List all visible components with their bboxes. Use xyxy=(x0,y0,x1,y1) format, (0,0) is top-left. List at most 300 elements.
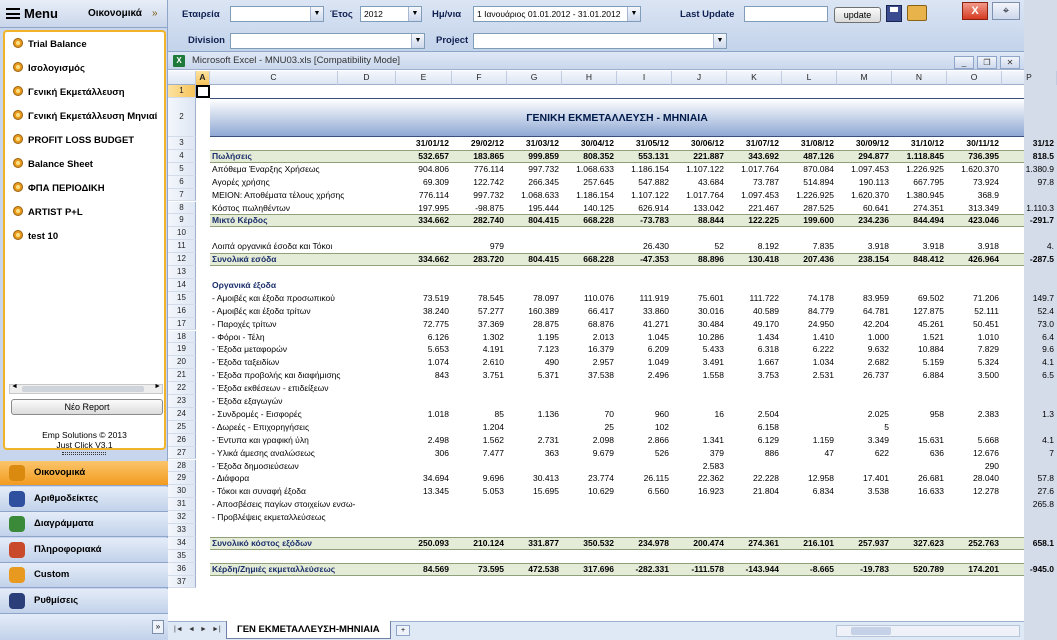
value-cell[interactable]: 1.380.9 xyxy=(1025,163,1054,174)
row-header[interactable]: 14 xyxy=(168,279,196,292)
value-cell[interactable]: 22.228 xyxy=(753,473,779,484)
value-cell[interactable]: 74.178 xyxy=(808,292,834,303)
value-cell[interactable]: 999.859 xyxy=(528,150,559,161)
column-header[interactable]: N xyxy=(892,71,947,85)
report-item[interactable] xyxy=(13,182,105,198)
row-header[interactable]: 31 xyxy=(168,498,196,511)
value-cell[interactable]: 57.277 xyxy=(478,305,504,316)
value-cell[interactable]: 207.436 xyxy=(803,254,834,265)
column-header[interactable]: J xyxy=(672,71,727,85)
value-cell[interactable]: 5.433 xyxy=(702,344,724,355)
column-header[interactable]: D xyxy=(338,71,396,85)
row-header[interactable]: 3 xyxy=(168,137,196,150)
value-cell[interactable]: 238.154 xyxy=(858,254,889,265)
value-cell[interactable]: 1.434 xyxy=(757,331,779,342)
value-cell[interactable]: 210.124 xyxy=(473,537,504,548)
value-cell[interactable]: 1.195 xyxy=(537,331,559,342)
value-cell[interactable] xyxy=(782,460,837,473)
sheet-tab[interactable]: ΓΕΝ ΕΚΜΕΤΑΛΛΕΥΣΗ-ΜΗΝΙΑΙΑ xyxy=(226,621,391,639)
value-cell[interactable]: 2.682 xyxy=(867,357,889,368)
value-cell[interactable]: 7.829 xyxy=(977,344,999,355)
value-cell[interactable]: 904.806 xyxy=(418,163,449,174)
value-cell[interactable]: 997.732 xyxy=(473,189,504,200)
value-cell[interactable]: -73.783 xyxy=(640,215,669,226)
value-cell[interactable]: 1.068.633 xyxy=(576,163,614,174)
value-cell[interactable]: 110.076 xyxy=(583,292,614,303)
value-cell[interactable]: 547.882 xyxy=(638,176,669,187)
value-cell[interactable]: 1.110.3 xyxy=(1026,202,1054,213)
value-cell[interactable]: 10.286 xyxy=(698,331,724,342)
value-cell[interactable]: 3.500 xyxy=(977,370,999,381)
value-cell[interactable] xyxy=(727,460,782,473)
value-cell[interactable]: 1.136 xyxy=(537,408,559,419)
splitter-grip[interactable] xyxy=(62,452,106,455)
value-cell[interactable] xyxy=(672,498,727,511)
value-cell[interactable]: 26.681 xyxy=(918,473,944,484)
value-cell[interactable]: 1.107.122 xyxy=(686,163,724,174)
value-cell[interactable] xyxy=(617,460,672,473)
value-cell[interactable]: 776.114 xyxy=(473,163,504,174)
value-cell[interactable]: 7.835 xyxy=(812,241,834,252)
value-cell[interactable]: 252.763 xyxy=(968,537,999,548)
value-cell[interactable]: 1.380.945 xyxy=(906,189,944,200)
value-cell[interactable]: 250.093 xyxy=(418,537,449,548)
value-cell[interactable]: 1.049 xyxy=(647,357,669,368)
horizontal-scrollbar[interactable] xyxy=(836,625,1020,637)
value-cell[interactable]: 514.894 xyxy=(803,176,834,187)
value-cell[interactable]: 10.884 xyxy=(918,344,944,355)
value-cell[interactable] xyxy=(727,498,782,511)
row-header[interactable]: 23 xyxy=(168,395,196,408)
report-item[interactable] xyxy=(13,86,125,102)
value-cell[interactable]: 73.0 xyxy=(1037,318,1054,329)
row-header[interactable]: 26 xyxy=(168,434,196,447)
value-cell[interactable]: 16.923 xyxy=(698,486,724,497)
row-header[interactable]: 1 xyxy=(168,85,196,98)
value-cell[interactable]: 7.123 xyxy=(537,344,559,355)
scroll-thumb[interactable] xyxy=(851,627,891,635)
collapse-icon[interactable]: » xyxy=(152,8,158,19)
value-cell[interactable]: 1.159 xyxy=(812,434,834,445)
value-cell[interactable]: 532.657 xyxy=(418,150,449,161)
value-cell[interactable]: 668.228 xyxy=(583,254,614,265)
row-header[interactable]: 10 xyxy=(168,227,196,240)
row-header[interactable]: 5 xyxy=(168,163,196,176)
value-cell[interactable]: 5.371 xyxy=(537,370,559,381)
value-cell[interactable]: 190.113 xyxy=(858,176,889,187)
value-cell[interactable]: 68.876 xyxy=(588,318,614,329)
value-cell[interactable] xyxy=(1002,421,1057,434)
value-cell[interactable]: 43.684 xyxy=(698,176,724,187)
row-header[interactable]: 15 xyxy=(168,292,196,305)
value-cell[interactable] xyxy=(782,421,837,434)
value-cell[interactable]: 30.413 xyxy=(533,473,559,484)
value-cell[interactable]: 64.781 xyxy=(863,305,889,316)
value-cell[interactable]: 4.1 xyxy=(1042,357,1054,368)
value-cell[interactable]: 1.620.370 xyxy=(851,189,889,200)
date-range-select[interactable]: 1 Ιανουάριος 01.01.2012 - 31.01.2012 ▼ xyxy=(473,6,641,22)
nav-item[interactable] xyxy=(0,487,168,512)
row-header[interactable]: 16 xyxy=(168,305,196,318)
value-cell[interactable]: 520.789 xyxy=(913,563,944,574)
value-cell[interactable]: 6.129 xyxy=(757,434,779,445)
company-select[interactable] xyxy=(230,6,324,22)
row-header[interactable]: 28 xyxy=(168,460,196,473)
value-cell[interactable]: 1.017.764 xyxy=(686,189,724,200)
value-cell[interactable]: 6.318 xyxy=(757,344,779,355)
value-cell[interactable]: 52 xyxy=(714,241,724,252)
value-cell[interactable]: 221.467 xyxy=(748,202,779,213)
expand-icon[interactable]: » xyxy=(152,620,164,634)
menu-icon[interactable] xyxy=(6,8,20,19)
value-cell[interactable] xyxy=(837,460,892,473)
value-cell[interactable] xyxy=(1002,189,1057,202)
value-cell[interactable]: 1.097.453 xyxy=(741,189,779,200)
value-cell[interactable] xyxy=(562,240,617,253)
value-cell[interactable] xyxy=(507,498,562,511)
new-report-button[interactable]: Νέο Report xyxy=(11,399,163,415)
value-cell[interactable]: 6.126 xyxy=(427,331,449,342)
last-sheet-icon[interactable]: ►| xyxy=(212,626,221,633)
value-cell[interactable]: 52.111 xyxy=(974,305,999,316)
nav-item[interactable] xyxy=(0,461,168,486)
row-header[interactable]: 24 xyxy=(168,408,196,421)
report-item[interactable] xyxy=(13,230,58,246)
value-cell[interactable]: 15.631 xyxy=(918,434,944,445)
value-cell[interactable]: 140.125 xyxy=(583,202,614,213)
value-cell[interactable]: 363 xyxy=(544,447,559,458)
value-cell[interactable] xyxy=(396,460,452,473)
value-cell[interactable]: 1.118.845 xyxy=(906,150,944,161)
value-cell[interactable]: 343.692 xyxy=(748,150,779,161)
value-cell[interactable]: 1.226.925 xyxy=(906,163,944,174)
value-cell[interactable]: 3.751 xyxy=(482,370,504,381)
value-cell[interactable]: 3.753 xyxy=(757,370,779,381)
value-cell[interactable]: 5.653 xyxy=(427,344,449,355)
value-cell[interactable]: 37.369 xyxy=(478,318,504,329)
report-item[interactable] xyxy=(13,110,157,126)
value-cell[interactable] xyxy=(562,498,617,511)
next-sheet-icon[interactable]: ► xyxy=(200,626,207,633)
nav-item[interactable] xyxy=(0,563,168,588)
value-cell[interactable]: -98.875 xyxy=(475,202,504,213)
value-cell[interactable]: 199.600 xyxy=(803,215,834,226)
row-header[interactable]: 22 xyxy=(168,382,196,395)
restore-icon[interactable]: ❐ xyxy=(977,56,997,69)
insert-sheet-icon[interactable]: + xyxy=(396,625,410,636)
value-cell[interactable]: 294.877 xyxy=(858,150,889,161)
value-cell[interactable] xyxy=(837,498,892,511)
value-cell[interactable]: 160.389 xyxy=(528,305,559,316)
active-cell[interactable] xyxy=(196,85,210,98)
value-cell[interactable]: 886 xyxy=(764,447,779,458)
save-icon[interactable] xyxy=(886,5,902,22)
row-header[interactable]: 30 xyxy=(168,485,196,498)
year-select[interactable]: 2012 ▼ xyxy=(360,6,422,22)
value-cell[interactable]: 1.000 xyxy=(867,331,889,342)
value-cell[interactable]: 122.225 xyxy=(748,215,779,226)
value-cell[interactable]: 283.720 xyxy=(473,254,504,265)
value-cell[interactable]: 25 xyxy=(604,421,614,432)
value-cell[interactable]: 1.074 xyxy=(427,357,449,368)
value-cell[interactable]: 265.8 xyxy=(1032,499,1054,510)
value-cell[interactable]: 130.418 xyxy=(748,254,779,265)
value-cell[interactable] xyxy=(452,460,507,473)
value-cell[interactable]: 50.451 xyxy=(973,318,999,329)
value-cell[interactable]: 1.017.764 xyxy=(741,163,779,174)
value-cell[interactable] xyxy=(562,460,617,473)
value-cell[interactable]: 290 xyxy=(984,460,999,471)
report-item[interactable] xyxy=(13,134,134,150)
value-cell[interactable]: 70 xyxy=(604,408,614,419)
value-cell[interactable]: 16 xyxy=(714,408,724,419)
value-cell[interactable]: 21.804 xyxy=(753,486,779,497)
menu-title[interactable]: Menu xyxy=(24,6,58,21)
value-cell[interactable]: 426.964 xyxy=(968,254,999,265)
value-cell[interactable]: 958 xyxy=(929,408,944,419)
value-cell[interactable]: 41.271 xyxy=(643,318,669,329)
value-cell[interactable]: 2.731 xyxy=(537,434,559,445)
value-cell[interactable]: 2.496 xyxy=(647,370,669,381)
value-cell[interactable]: 1.204 xyxy=(482,421,504,432)
column-header[interactable]: A xyxy=(196,71,210,85)
value-cell[interactable]: 6.560 xyxy=(647,486,669,497)
value-cell[interactable]: 2.025 xyxy=(867,408,889,419)
value-cell[interactable]: 83.959 xyxy=(863,292,889,303)
value-cell[interactable] xyxy=(452,498,507,511)
value-cell[interactable]: 282.740 xyxy=(473,215,504,226)
value-cell[interactable]: 1.341 xyxy=(702,434,724,445)
pin-icon[interactable]: ⌖ xyxy=(992,2,1020,20)
value-cell[interactable]: 133.042 xyxy=(693,202,724,213)
value-cell[interactable]: -945.0 xyxy=(1029,563,1054,574)
row-header[interactable]: 17 xyxy=(168,318,196,331)
value-cell[interactable] xyxy=(892,421,947,434)
value-cell[interactable]: 3.491 xyxy=(702,357,724,368)
value-cell[interactable]: 5.324 xyxy=(977,357,999,368)
value-cell[interactable]: 73.924 xyxy=(973,176,999,187)
value-cell[interactable]: 1.097.453 xyxy=(851,163,889,174)
row-header[interactable]: 13 xyxy=(168,266,196,279)
value-cell[interactable]: 2.504 xyxy=(757,408,779,419)
value-cell[interactable]: 668.228 xyxy=(583,215,614,226)
value-cell[interactable] xyxy=(892,460,947,473)
value-cell[interactable]: 73.519 xyxy=(423,292,449,303)
value-cell[interactable]: 423.046 xyxy=(968,215,999,226)
value-cell[interactable]: 24.950 xyxy=(808,318,834,329)
row-header[interactable]: 12 xyxy=(168,253,196,266)
value-cell[interactable]: 78.097 xyxy=(533,292,559,303)
value-cell[interactable]: 1.034 xyxy=(812,357,834,368)
value-cell[interactable]: 1.186.154 xyxy=(576,189,614,200)
column-header[interactable]: P xyxy=(1002,71,1057,85)
value-cell[interactable]: 2.013 xyxy=(592,331,614,342)
value-cell[interactable]: 2.098 xyxy=(592,434,614,445)
value-cell[interactable]: 216.101 xyxy=(803,537,834,548)
prev-sheet-icon[interactable]: ◄ xyxy=(188,626,195,633)
value-cell[interactable]: 1.562 xyxy=(482,434,504,445)
value-cell[interactable]: 997.732 xyxy=(528,163,559,174)
row-header[interactable]: 18 xyxy=(168,331,196,344)
value-cell[interactable]: 327.623 xyxy=(913,537,944,548)
row-header[interactable]: 20 xyxy=(168,356,196,369)
value-cell[interactable]: 287.525 xyxy=(803,202,834,213)
value-cell[interactable]: 6.209 xyxy=(647,344,669,355)
column-header[interactable]: I xyxy=(617,71,672,85)
value-cell[interactable]: 12.958 xyxy=(808,473,834,484)
value-cell[interactable]: 553.131 xyxy=(638,150,669,161)
value-cell[interactable]: 1.018 xyxy=(427,408,449,419)
row-header[interactable]: 4 xyxy=(168,150,196,163)
value-cell[interactable] xyxy=(507,240,562,253)
value-cell[interactable]: 9.6 xyxy=(1042,344,1054,355)
value-cell[interactable]: 274.361 xyxy=(748,537,779,548)
value-cell[interactable]: 960 xyxy=(654,408,669,419)
value-cell[interactable] xyxy=(396,421,452,434)
value-cell[interactable]: -47.353 xyxy=(640,254,669,265)
value-cell[interactable]: -111.578 xyxy=(691,563,724,574)
value-cell[interactable]: 257.645 xyxy=(583,176,614,187)
row-header[interactable]: 6 xyxy=(168,176,196,189)
value-cell[interactable]: 17.401 xyxy=(863,473,889,484)
row-header[interactable]: 21 xyxy=(168,369,196,382)
row-header[interactable]: 19 xyxy=(168,343,196,356)
row-header[interactable]: 32 xyxy=(168,511,196,524)
value-cell[interactable]: 848.412 xyxy=(913,254,944,265)
value-cell[interactable]: 472.538 xyxy=(528,563,559,574)
value-cell[interactable]: 16.379 xyxy=(588,344,614,355)
value-cell[interactable]: 38.240 xyxy=(423,305,449,316)
value-cell[interactable]: 174.201 xyxy=(968,563,999,574)
value-cell[interactable]: 28.040 xyxy=(973,473,999,484)
row-header[interactable]: 35 xyxy=(168,550,196,563)
value-cell[interactable]: 26.115 xyxy=(643,473,669,484)
row-header[interactable]: 29 xyxy=(168,472,196,485)
value-cell[interactable]: 808.352 xyxy=(583,150,614,161)
value-cell[interactable]: 313.349 xyxy=(968,202,999,213)
column-header[interactable]: K xyxy=(727,71,782,85)
value-cell[interactable]: 1.045 xyxy=(647,331,669,342)
value-cell[interactable]: 13.345 xyxy=(423,486,449,497)
value-cell[interactable]: 37.538 xyxy=(588,370,614,381)
value-cell[interactable]: 1.620.370 xyxy=(961,163,999,174)
value-cell[interactable]: 88.896 xyxy=(698,254,724,265)
value-cell[interactable]: -8.665 xyxy=(809,563,834,574)
value-cell[interactable]: 490 xyxy=(544,357,559,368)
column-header[interactable]: M xyxy=(837,71,892,85)
value-cell[interactable]: 1.302 xyxy=(482,331,504,342)
value-cell[interactable] xyxy=(1002,460,1057,473)
value-cell[interactable]: 843 xyxy=(434,370,449,381)
value-cell[interactable]: 234.236 xyxy=(858,215,889,226)
value-cell[interactable] xyxy=(507,460,562,473)
value-cell[interactable]: 221.887 xyxy=(693,150,724,161)
value-cell[interactable]: 7 xyxy=(1049,447,1054,458)
value-cell[interactable]: 6.158 xyxy=(757,421,779,432)
value-cell[interactable]: 3.349 xyxy=(867,434,889,445)
nav-item[interactable] xyxy=(0,589,168,614)
value-cell[interactable]: 197.995 xyxy=(418,202,449,213)
row-header[interactable]: 33 xyxy=(168,524,196,537)
report-item[interactable] xyxy=(13,62,85,78)
value-cell[interactable]: 979 xyxy=(489,241,504,252)
column-header[interactable]: E xyxy=(396,71,452,85)
value-cell[interactable]: 23.774 xyxy=(588,473,614,484)
column-header[interactable]: C xyxy=(210,71,338,85)
value-cell[interactable]: 626.914 xyxy=(638,202,669,213)
value-cell[interactable]: 1.3 xyxy=(1042,408,1054,419)
value-cell[interactable]: 73.787 xyxy=(753,176,779,187)
value-cell[interactable]: 658.1 xyxy=(1032,537,1054,548)
value-cell[interactable]: 4.191 xyxy=(482,344,504,355)
value-cell[interactable]: 736.395 xyxy=(968,150,999,161)
value-cell[interactable]: 804.415 xyxy=(528,215,559,226)
value-cell[interactable]: 2.866 xyxy=(647,434,669,445)
value-cell[interactable]: 84.779 xyxy=(808,305,834,316)
value-cell[interactable]: 870.084 xyxy=(803,163,834,174)
value-cell[interactable]: 88.844 xyxy=(698,215,724,226)
value-cell[interactable]: 1.186.154 xyxy=(631,163,669,174)
report-item[interactable] xyxy=(13,158,93,174)
value-cell[interactable]: 66.417 xyxy=(588,305,614,316)
value-cell[interactable]: 122.742 xyxy=(473,176,504,187)
value-cell[interactable]: 16.633 xyxy=(918,486,944,497)
value-cell[interactable]: 1.226.925 xyxy=(796,189,834,200)
value-cell[interactable]: 331.877 xyxy=(528,537,559,548)
report-item[interactable] xyxy=(13,206,83,222)
value-cell[interactable]: 26.430 xyxy=(643,241,669,252)
value-cell[interactable]: 3.538 xyxy=(867,486,889,497)
row-header[interactable]: 11 xyxy=(168,240,196,253)
value-cell[interactable]: 127.875 xyxy=(913,305,944,316)
value-cell[interactable]: 2.498 xyxy=(427,434,449,445)
sheet-grid[interactable] xyxy=(168,85,1054,621)
row-header[interactable]: 7 xyxy=(168,189,196,202)
value-cell[interactable]: 368.9 xyxy=(977,189,999,200)
value-cell[interactable]: 84.569 xyxy=(423,563,449,574)
value-cell[interactable]: -143.944 xyxy=(745,563,779,574)
value-cell[interactable]: 6.884 xyxy=(922,370,944,381)
value-cell[interactable] xyxy=(507,421,562,434)
value-cell[interactable]: 75.601 xyxy=(698,292,724,303)
value-cell[interactable]: 15.695 xyxy=(533,486,559,497)
value-cell[interactable]: 60.641 xyxy=(863,202,889,213)
value-cell[interactable] xyxy=(672,421,727,434)
value-cell[interactable]: 1.521 xyxy=(922,331,944,342)
value-cell[interactable]: 97.8 xyxy=(1037,176,1054,187)
value-cell[interactable]: 1.010 xyxy=(977,331,999,342)
value-cell[interactable]: 2.583 xyxy=(702,460,724,471)
value-cell[interactable]: -282.331 xyxy=(635,563,669,574)
value-cell[interactable]: 4.1 xyxy=(1042,434,1054,445)
value-cell[interactable]: 111.722 xyxy=(749,292,779,303)
close-button[interactable]: X xyxy=(962,2,988,20)
value-cell[interactable]: 26.737 xyxy=(863,370,889,381)
division-select[interactable] xyxy=(230,33,425,49)
column-header[interactable]: H xyxy=(562,71,617,85)
column-header[interactable]: G xyxy=(507,71,562,85)
value-cell[interactable]: 1.667 xyxy=(757,357,779,368)
value-cell[interactable]: 78.545 xyxy=(478,292,504,303)
value-cell[interactable]: 45.261 xyxy=(918,318,944,329)
value-cell[interactable]: 12.676 xyxy=(973,447,999,458)
value-cell[interactable]: 9.632 xyxy=(867,344,889,355)
value-cell[interactable]: 234.978 xyxy=(638,537,669,548)
project-select[interactable] xyxy=(473,33,727,49)
value-cell[interactable]: -287.5 xyxy=(1029,254,1054,265)
value-cell[interactable] xyxy=(947,498,1002,511)
value-cell[interactable]: 3.918 xyxy=(922,241,944,252)
